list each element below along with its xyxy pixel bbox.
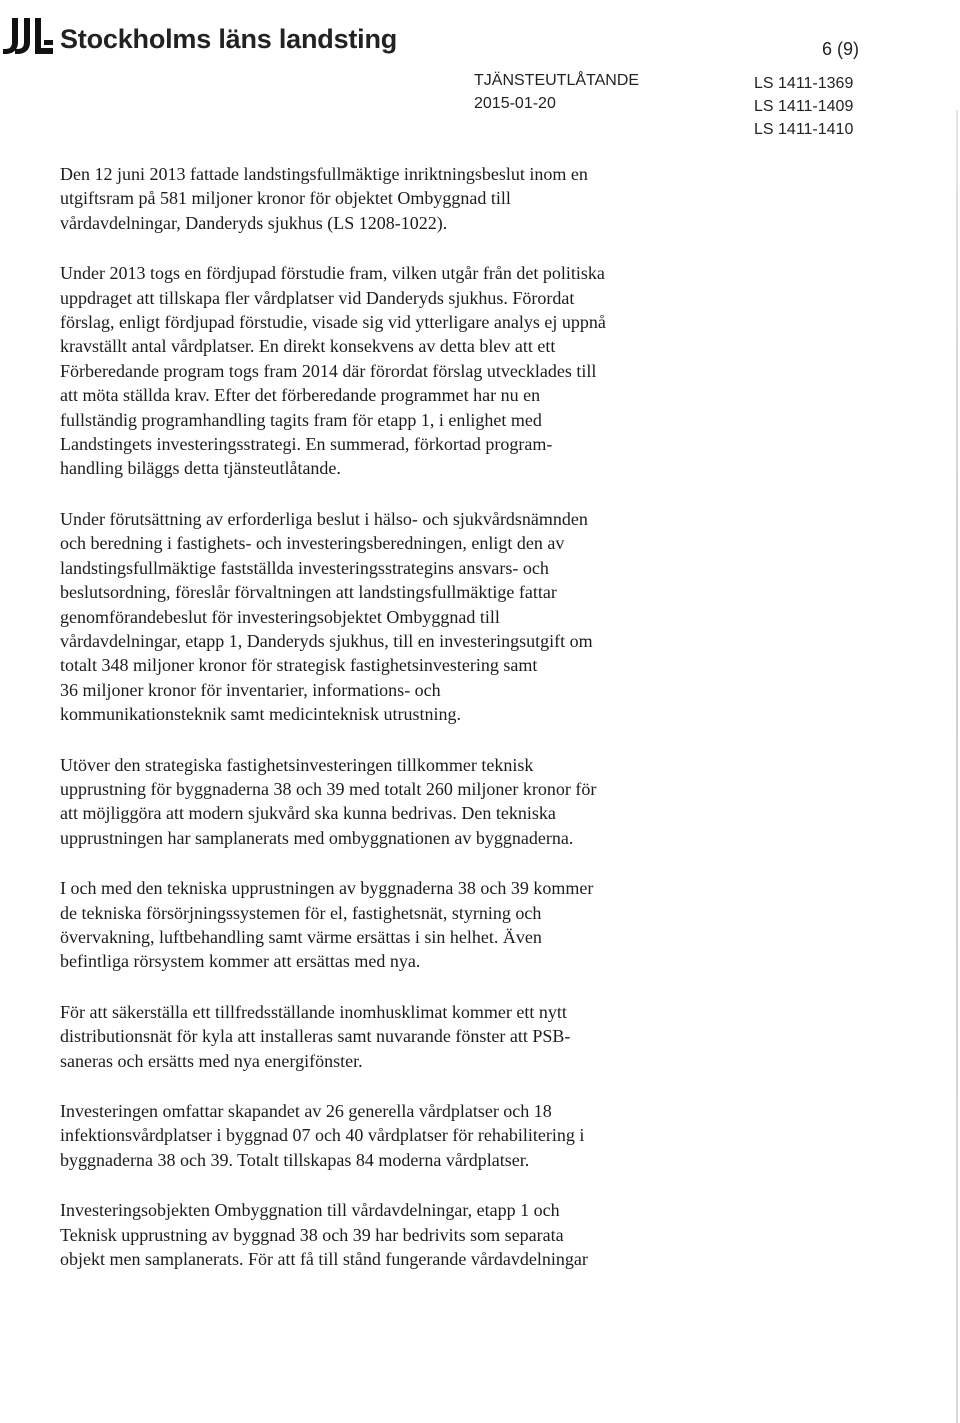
reference-number: LS 1411-1369 <box>754 75 854 92</box>
text-line: fullständig programhandling tagits fram för etapp 1, i enlighet med <box>60 409 542 430</box>
paragraph <box>60 1099 720 1172</box>
text-line: objekt men samplanerats. För att få till stånd fungerande vårdavdelningar <box>60 1249 588 1270</box>
text-line: vårdavdelningar, etapp 1, Danderyds sjukhus, till en investeringsutgift om <box>60 630 593 651</box>
page-number: 6 (9) <box>822 39 860 59</box>
text-line: att möjliggöra att modern sjukvård ska kunna bedrivas. Den tekniska <box>60 803 556 824</box>
text-line: För att säkerställa ett tillfredsställande inomhusklimat kommer ett nytt <box>60 1001 567 1022</box>
text-line: och beredning i fastighets- och investeringsberedningen, enligt den av <box>60 533 565 554</box>
text-line: landstingsfullmäktige fastställda investeringsstrategins ansvars- och <box>60 557 549 578</box>
text-line: att möta ställda krav. Efter det förberedande programmet har nu en <box>60 385 541 406</box>
document-type: TJÄNSTEUTLÅTANDE <box>474 72 640 89</box>
paragraph <box>60 261 720 481</box>
reference-number: LS 1411-1409 <box>754 98 854 115</box>
paragraph <box>60 1198 720 1271</box>
text-line: uppdraget att tillskapa fler vårdplatser vid Danderyds sjukhus. Förordat <box>60 287 575 308</box>
text-line: handling biläggs detta tjänsteutlåtande. <box>60 458 341 479</box>
text-line: upprustningen har samplanerats med ombyggnationen av byggnaderna. <box>60 827 574 848</box>
text-line: upprustning för byggnaderna 38 och 39 med totalt 260 miljoner kronor för <box>60 778 597 799</box>
paragraph <box>60 162 720 235</box>
text-line: Teknisk upprustning av byggnad 38 och 39 har bedrivits som separata <box>60 1224 564 1245</box>
paragraph <box>60 1000 720 1073</box>
text-line: totalt 348 miljoner kronor för strategisk fastighetsinvestering samt <box>60 655 538 676</box>
text-line: Den 12 juni 2013 fattade landstingsfullmäktige inriktningsbeslut inom en <box>60 164 588 184</box>
text-line: saneras och ersätts med nya energifönster. <box>60 1050 363 1071</box>
sll-logo-icon <box>2 16 54 56</box>
text-line: I och med den tekniska upprustningen av byggnaderna 38 och 39 kommer <box>60 878 594 899</box>
text-line: kommunikationsteknik samt medicinteknisk utrustning. <box>60 704 461 725</box>
text-line: Under 2013 togs en fördjupad förstudie fram, vilken utgår från det politiska <box>60 263 605 284</box>
text-line: befintliga rörsystem kommer att ersättas med nya. <box>60 951 421 972</box>
reference-number: LS 1411-1410 <box>754 121 854 138</box>
document-body <box>60 162 720 1271</box>
text-line: övervakning, luftbehandling samt värme ersättas i sin helhet. Även <box>60 926 542 947</box>
text-line: Landstingets investeringsstrategi. En summerad, förkortad program- <box>60 434 553 455</box>
reference-numbers <box>754 72 853 141</box>
text-line: vårdavdelningar, Danderyds sjukhus (LS 1208-1022). <box>60 212 448 233</box>
text-line: 36 miljoner kronor för inventarier, informations- och <box>60 679 441 700</box>
text-line: Utöver den strategiska fastighetsinvesteringen tillkommer teknisk <box>60 754 534 775</box>
text-line: förslag, enligt fördjupad förstudie, visade sig vid ytterligare analys ej uppnå <box>60 312 606 333</box>
text-line: byggnaderna 38 och 39. Totalt tillskapas 84 moderna vårdplatser. <box>60 1149 530 1170</box>
text-line: de tekniska försörjningssystemen för el, fastighetsnät, styrning och <box>60 902 542 923</box>
document-date: 2015-01-20 <box>474 95 556 112</box>
organization-name: Stockholms läns landsting <box>60 24 398 54</box>
text-line: Förberedande program togs fram 2014 där förordat förslag utvecklades till <box>60 360 597 381</box>
text-line: Investeringen omfattar skapandet av 26 generella vårdplatser och 18 <box>60 1101 552 1121</box>
text-line: utgiftsram på 581 miljoner kronor för objektet Ombyggnad till <box>60 188 511 209</box>
text-line: infektionsvårdplatser i byggnad 07 och 40 vårdplatser för rehabilitering i <box>60 1125 585 1146</box>
text-line: beslutsordning, föreslår förvaltningen att landstingsfullmäktige fattar <box>60 582 557 603</box>
text-line: genomförandebeslut för investeringsobjektet Ombyggnad till <box>60 606 500 627</box>
text-line: distributionsnät för kyla att installeras samt nuvarande fönster att PSB- <box>60 1026 571 1047</box>
text-line: Investeringsobjekten Ombyggnation till vårdavdelningar, etapp 1 och <box>60 1200 560 1221</box>
scan-edge-line <box>956 110 958 1423</box>
text-line: Under förutsättning av erforderliga beslut i hälso- och sjukvårdsnämnden <box>60 508 588 529</box>
text-line: kravställt antal vårdplatser. En direkt konsekvens av detta blev att ett <box>60 336 556 357</box>
paragraph <box>60 507 720 727</box>
paragraph <box>60 753 720 851</box>
paragraph <box>60 876 720 974</box>
